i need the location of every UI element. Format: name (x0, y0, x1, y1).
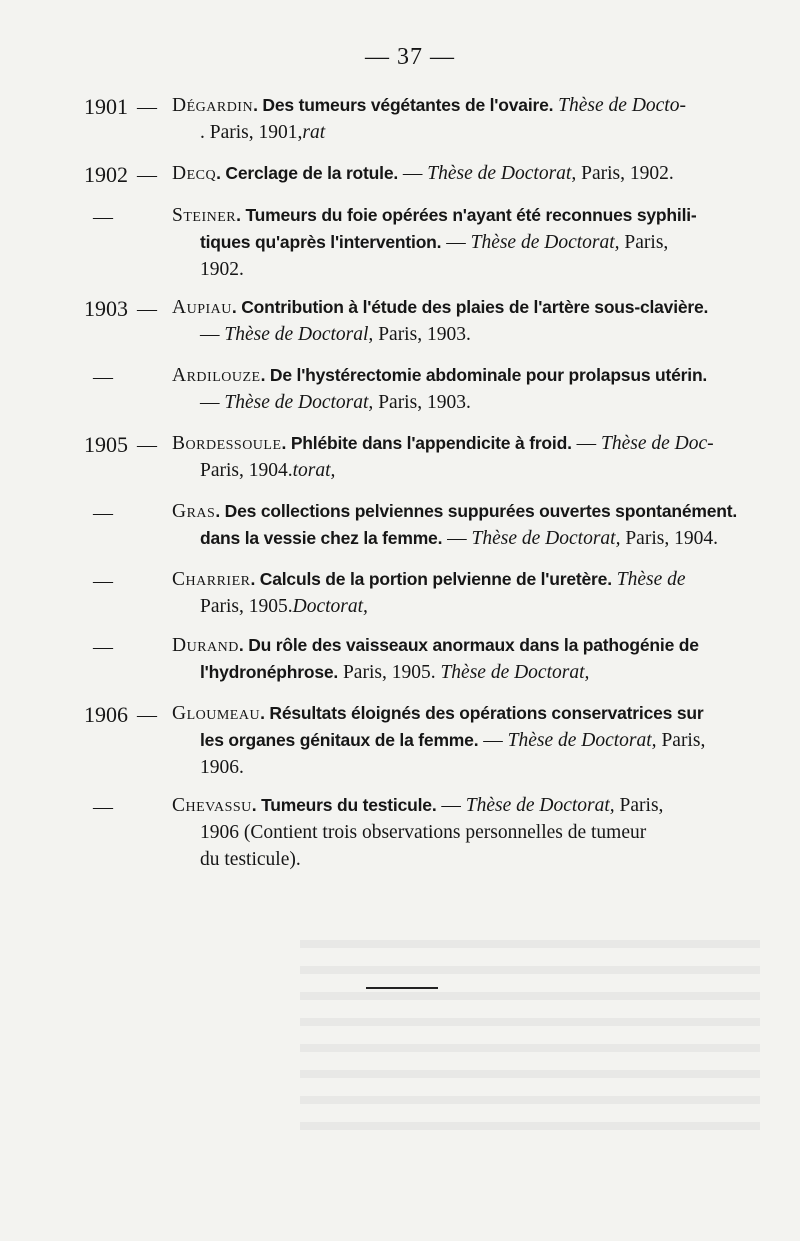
entry-dash: — (93, 502, 113, 524)
entry-line (172, 457, 762, 484)
entry-these: Thèse de Doctorat, (470, 232, 620, 253)
entry-line (172, 754, 762, 781)
entry-line (172, 92, 762, 119)
entry-line (172, 819, 762, 846)
entry-title: . Tumeurs du testicule. (251, 795, 437, 815)
entry-rest: 1906. (200, 757, 244, 778)
entry-rest: 1902. (200, 259, 244, 280)
entry-line (172, 846, 762, 873)
entry-rest: — (478, 730, 508, 751)
entry-rest: — (398, 163, 428, 184)
entry-author: Bordessoule (172, 433, 282, 454)
entry-year: 1905 (84, 432, 128, 457)
entry-these: Thèse de Doctorat, (507, 730, 657, 751)
entry-these: Thèse de Doctorat, (427, 163, 577, 184)
entry-these: Thèse de Doctorat, (435, 662, 590, 683)
entry-year: 1901 (84, 94, 128, 119)
entry-rest2: Paris, 1902. (576, 163, 674, 184)
entry-text (172, 700, 762, 781)
entry-author: Steiner (172, 205, 237, 226)
entry-line (172, 321, 762, 348)
entry-rest: . Paris, 1901, (200, 122, 303, 143)
entry-rest2: Paris, (619, 232, 669, 253)
entry-text (172, 498, 762, 552)
entry-line (172, 362, 762, 389)
entry-rest2: Paris, 1903. (373, 392, 471, 413)
entry-line (172, 294, 762, 321)
entry-title: . Contribution à l'étude des plaies de l'artère sous-clavière. (231, 297, 709, 317)
entry-author: Ardilouze (172, 365, 261, 386)
entry-rest2: Paris, (656, 730, 706, 751)
entry-rest2: Paris, (614, 795, 664, 816)
entry-title: . Calculs de la portion pelvienne de l'uretère. (250, 569, 612, 589)
entry-year: 1902 (84, 162, 128, 187)
entry-line (172, 202, 762, 229)
bleed-through-texture (300, 940, 760, 1140)
entry-these: Thèse de Docto- (553, 95, 686, 116)
entry-line (172, 566, 762, 593)
entry-line (172, 119, 762, 146)
entry-text (172, 430, 762, 484)
entry-dash: — (93, 570, 113, 592)
entry-rest: Paris, 1904. (200, 460, 293, 481)
entry-title: . Cerclage de la rotule. (216, 163, 399, 183)
entry-title: les organes génitaux de la femme. (200, 730, 479, 750)
entry-these: Doctorat, (292, 596, 368, 617)
entry-text (172, 202, 762, 283)
entry-line (172, 632, 762, 659)
entry-dash: — (93, 366, 113, 388)
entry-text (172, 792, 762, 873)
entry-title: . Phlébite dans l'appendicite à froid. (281, 433, 572, 453)
entry-dash: — (137, 164, 157, 186)
entry-dash: — (137, 434, 157, 456)
entry-dash: — (137, 96, 157, 118)
entry-rest: — (441, 232, 471, 253)
entry-title: tiques qu'après l'intervention. (200, 232, 442, 252)
page-number: — 37 — (365, 44, 455, 70)
entry-dash: — (93, 206, 113, 228)
entry-title: l'hydronéphrose. (200, 662, 339, 682)
entry-these: Thèse de Doctoral, (224, 324, 374, 345)
entry-author: Chevassu (172, 795, 252, 816)
entry-dash: — (137, 704, 157, 726)
entry-line (172, 700, 762, 727)
entry-these: Thèse de Doc- (601, 433, 714, 454)
entry-text (172, 632, 762, 686)
entry-rest: Paris, 1905. (338, 662, 436, 683)
entry-rest: — (436, 795, 466, 816)
entry-line (172, 525, 762, 552)
entry-these: Thèse de (611, 569, 686, 590)
entry-rest2: Paris, 1903. (373, 324, 471, 345)
entry-year: 1906 (84, 702, 128, 727)
entry-line (172, 256, 762, 283)
entry-title: . Des collections pelviennes suppurées ouvertes spontanément. (215, 501, 738, 521)
entry-text (172, 566, 762, 620)
entry-title: . Résultats éloignés des opérations conservatrices sur (260, 703, 704, 723)
entry-rest: — (571, 433, 601, 454)
entry-line (172, 659, 762, 686)
entry-line (172, 389, 762, 416)
entry-author: Durand (172, 635, 239, 656)
entry-author: Charrier (172, 569, 251, 590)
entry-rest: Paris, 1905. (200, 596, 293, 617)
entry-dash: — (93, 796, 113, 818)
entry-these: Thèse de Doctorat, (224, 392, 374, 413)
entry-rest2: Paris, 1904. (620, 528, 718, 549)
entry-text (172, 362, 762, 416)
entry-line (172, 160, 762, 187)
entry-title: dans la vessie chez la femme. (200, 528, 443, 548)
entry-these: torat, (292, 460, 336, 481)
entry-rest: — (442, 528, 472, 549)
entry-author: Gloumeau (172, 703, 261, 724)
entry-line (172, 430, 762, 457)
entry-these: Thèse de Doctorat, (471, 528, 621, 549)
section-rule (366, 987, 438, 989)
entry-title: . Du rôle des vaisseaux anormaux dans la pathogénie de (238, 635, 699, 655)
entry-line (172, 229, 762, 256)
entry-rest: — (200, 392, 225, 413)
entry-title: . Tumeurs du foie opérées n'ayant été reconnues syphili- (236, 205, 697, 225)
entry-text (172, 92, 762, 146)
entry-line (172, 727, 762, 754)
entry-title: . Des tumeurs végétantes de l'ovaire. (253, 95, 554, 115)
entry-rest: 1906 (Contient trois observations personnelles de tumeur (200, 822, 647, 843)
entry-line (172, 593, 762, 620)
entry-author: Dégardin (172, 95, 254, 116)
entry-text (172, 160, 762, 187)
entry-title: . De l'hystérectomie abdominale pour prolapsus utérin. (260, 365, 708, 385)
entry-line (172, 792, 762, 819)
entry-rest: du testicule). (200, 849, 301, 870)
entry-author: Gras (172, 501, 216, 522)
entry-line (172, 498, 762, 525)
entry-rest: — (200, 324, 225, 345)
entry-dash: — (137, 298, 157, 320)
entry-author: Aupiau (172, 297, 232, 318)
entry-author: Decq (172, 163, 217, 184)
entry-text (172, 294, 762, 348)
entry-year: 1903 (84, 296, 128, 321)
entry-these: rat (302, 122, 326, 143)
entry-dash: — (93, 636, 113, 658)
entry-these: Thèse de Doctorat, (465, 795, 615, 816)
